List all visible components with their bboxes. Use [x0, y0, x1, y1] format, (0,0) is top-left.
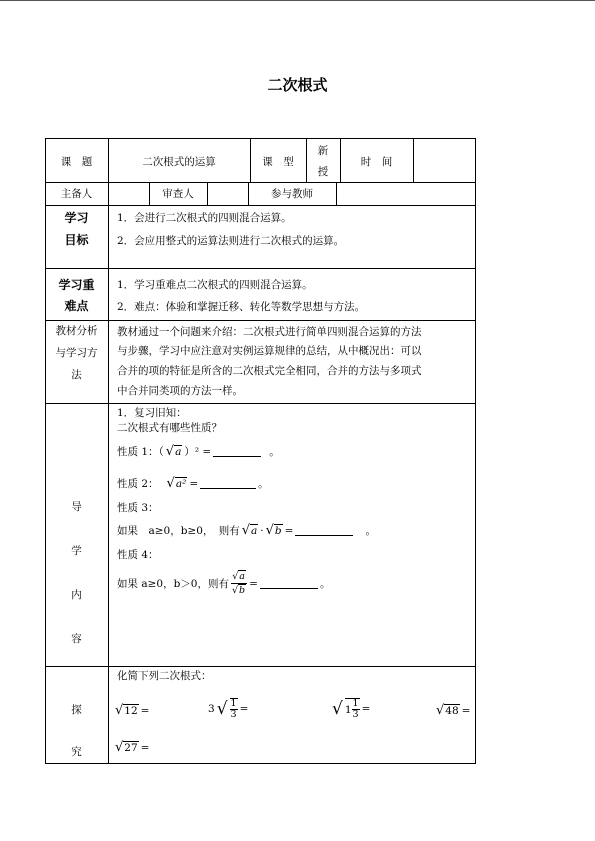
property-2-eq: =	[189, 477, 199, 490]
property-4-end: 。	[319, 578, 331, 590]
kexing-value-2: 授	[317, 166, 329, 178]
guide-label-char: 导	[71, 501, 82, 513]
goal-item: 1．会进行二次根式的四则混合运算。	[117, 212, 292, 224]
radical-icon: √	[265, 523, 274, 538]
table-line	[108, 182, 109, 764]
property-3-eq: =	[284, 524, 294, 537]
keypoints-label-2: 难点	[64, 299, 89, 313]
top-rule	[0, 0, 595, 1]
sqrt-a: √a	[165, 444, 182, 459]
guide-label-char: 容	[71, 633, 82, 645]
radical-icon: √	[115, 740, 124, 755]
property-1-rest: ）² =	[184, 446, 212, 458]
answer-blank[interactable]	[200, 478, 256, 489]
answer-blank[interactable]	[260, 578, 318, 589]
property-4-condition: 如果 a≥0，b＞0，则有	[117, 578, 229, 590]
property-4-label: 性质 4：	[117, 549, 159, 561]
explore-instruction: 化简下列二次根式：	[117, 670, 212, 682]
analysis-label-1: 教材分析	[55, 325, 98, 337]
radical-icon: √	[115, 703, 124, 718]
table-line	[45, 138, 46, 764]
review-heading: 1．复习旧知：	[117, 407, 187, 419]
explore-label-char: 究	[71, 746, 82, 758]
explore-label-char: 探	[71, 704, 82, 716]
property-3-label: 性质 3：	[117, 502, 159, 514]
property-4-eq: =	[249, 577, 258, 590]
analysis-line: 教材通过一个问题来介绍：二次根式进行简单四则混合运算的方法	[117, 326, 422, 338]
kexing-value-1: 新	[317, 145, 329, 157]
property-2-end: 。	[258, 478, 269, 490]
multiply-dot: ·	[260, 524, 264, 537]
exercise-3-sqrt-one-third: 3 √ $\frac{1}{3}$ =	[208, 698, 249, 720]
analysis-label-2: 与学习方	[55, 347, 98, 359]
radical-icon: √	[231, 585, 239, 596]
table-line	[45, 205, 476, 206]
radical-icon: √	[241, 523, 250, 538]
table-line	[45, 320, 476, 321]
exercise-sqrt-mixed: √ 1 $\frac{1}{3}$ =	[332, 698, 371, 720]
analysis-line: 与步骤，学习中应注意对实例运算规律的总结，从中概况出：可以	[117, 345, 422, 357]
sqrt-b: √b	[265, 523, 282, 538]
table-line	[45, 268, 476, 269]
sqrt-fraction: $\frac{√a}{√b}$	[231, 571, 246, 596]
answer-blank[interactable]	[213, 446, 261, 457]
review-question: 二次根式有哪些性质？	[117, 422, 222, 434]
property-1-end: 。	[269, 446, 280, 458]
answer-blank[interactable]	[295, 525, 353, 536]
property-1-label: 性质 1：（	[117, 446, 164, 458]
table-line	[207, 182, 208, 205]
canyu-label: 参与教师	[271, 188, 313, 200]
guide-label-char: 学	[71, 545, 82, 557]
kexing-label: 课 型	[262, 156, 294, 168]
zhubeiren-label: 主备人	[60, 188, 93, 200]
page-title: 二次根式	[267, 76, 328, 94]
shenchaen-label: 审查人	[162, 188, 194, 200]
property-1	[117, 444, 280, 459]
table-line	[336, 182, 337, 205]
table-line	[413, 138, 414, 182]
keypoint-item: 1．学习重难点二次根式的四则混合运算。	[117, 279, 313, 291]
radical-icon: √	[166, 476, 175, 491]
keypoints-label-1: 学习重	[58, 278, 95, 292]
goals-label-1: 学习	[64, 211, 89, 225]
exercise-sqrt-48: √48 =	[436, 703, 471, 718]
property-3	[117, 523, 376, 538]
table-line	[45, 182, 476, 183]
goal-item: 2．会应用整式的运算法则进行二次根式的运算。	[117, 235, 345, 247]
property-2-label: 性质 2：	[117, 478, 159, 490]
radical-icon: √	[436, 703, 445, 718]
table-line	[45, 403, 476, 404]
keti-label: 课 题	[60, 156, 93, 168]
analysis-line: 合并的项的特征是所含的二次根式完全相同，合并的方法与多项式	[117, 365, 422, 377]
analysis-label-3: 法	[71, 369, 82, 381]
shijian-label: 时 间	[360, 156, 393, 168]
sqrt-a: √a	[241, 523, 258, 538]
property-3-condition: 如果 a≥0，b≥0， 则有	[117, 525, 240, 537]
radical-icon: √	[332, 699, 343, 719]
guide-label-char: 内	[71, 589, 82, 601]
property-2	[117, 476, 269, 491]
property-3-end: 。	[365, 525, 376, 537]
keypoint-item: 2．难点：体验和掌握迁移、转化等数学思想与方法。	[117, 301, 366, 313]
table-line	[475, 138, 476, 764]
radical-icon: √	[216, 699, 228, 719]
table-line	[45, 763, 476, 764]
sqrt-a-squared: √a²	[166, 476, 187, 491]
table-line	[45, 666, 476, 667]
exercise-sqrt-12: √12 =	[115, 703, 150, 718]
exercise-sqrt-27: √27 =	[115, 740, 150, 755]
analysis-line: 中合并同类项的方法一样。	[117, 385, 243, 397]
keti-value: 二次根式的运算	[142, 156, 216, 168]
lesson-plan-table	[45, 138, 476, 764]
goals-label-2: 目标	[64, 233, 89, 247]
property-4	[117, 570, 330, 597]
table-line	[45, 138, 476, 139]
radical-icon: √	[232, 571, 239, 582]
radical-icon: √	[165, 444, 175, 459]
